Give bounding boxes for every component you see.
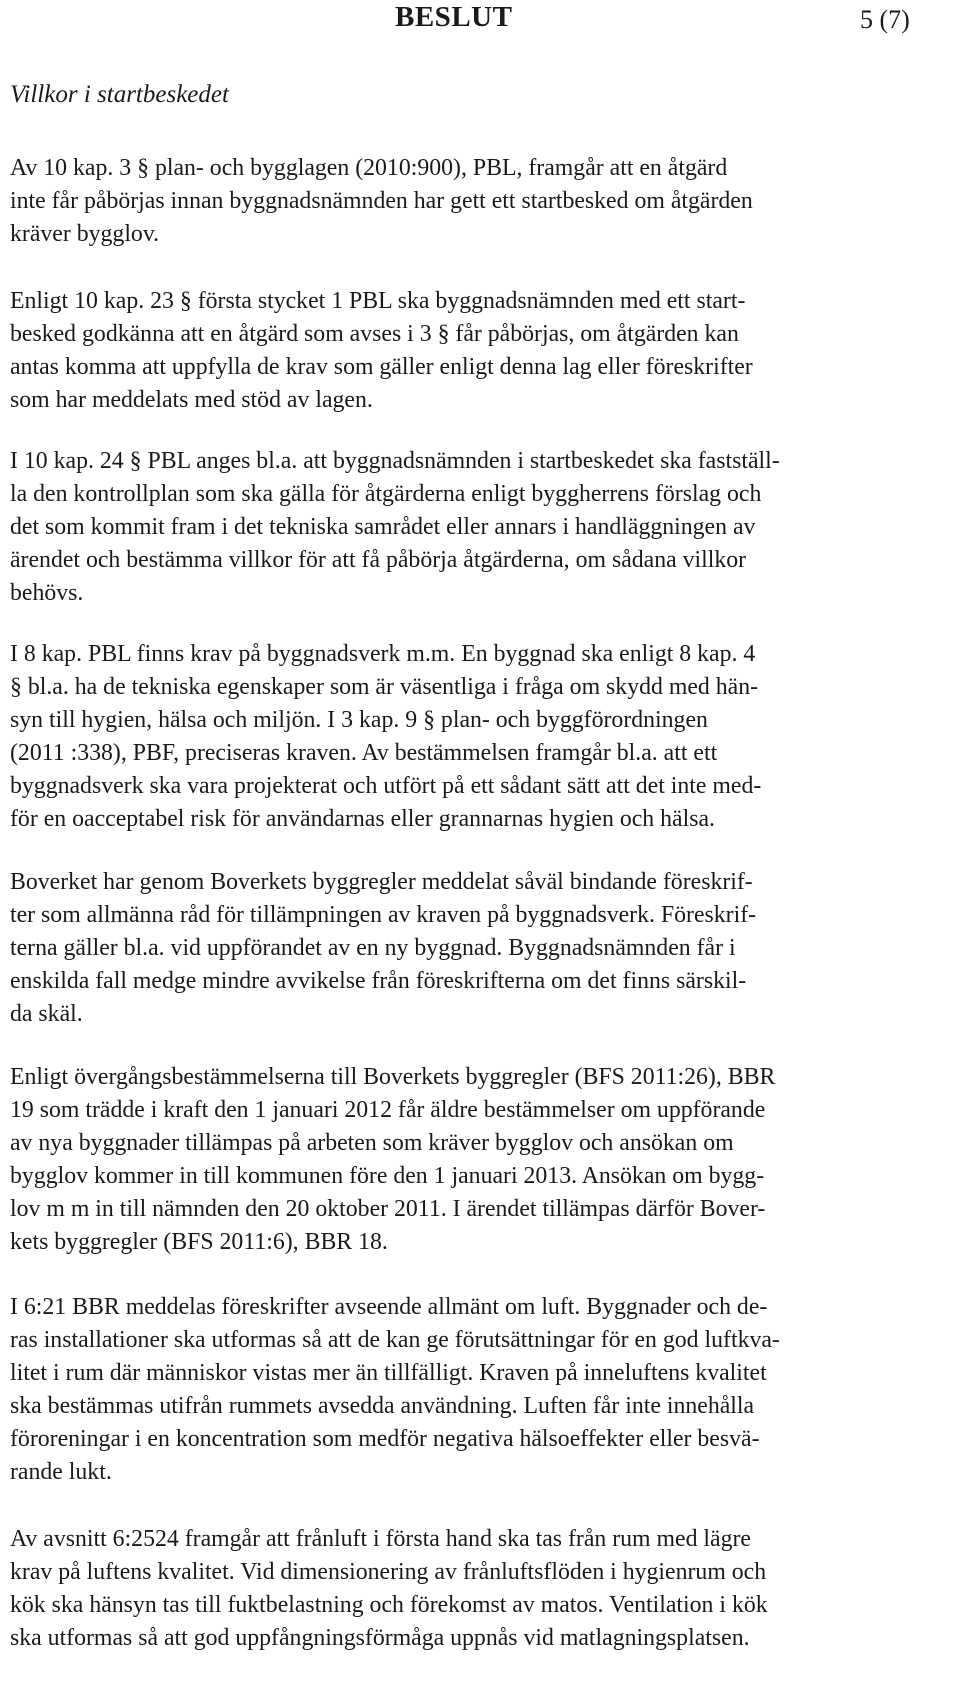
paragraph: Av avsnitt 6:2524 framgår att frånluft i första hand ska tas från rum med lägre krav på luftens kvalitet. Vid dimensionering av frånluftsflöden i hygienrum och kök ska hänsyn tas till fuktbelastning och förekomst av matos. Ventilation i kök ska utformas så att god uppfångningsförmåga uppnås vid matlagningsplatsen. bbox=[10, 1526, 768, 1651]
page-number: 5 (7) bbox=[860, 5, 910, 34]
paragraph: I 10 kap. 24 § PBL anges bl.a. att byggnadsnämnden i startbeskedet ska fastställ- la den kontrollplan som ska gälla för åtgärderna enligt byggherrens förslag och det som kommit fram i det tekniska samrådet eller annars i handläggningen av ärendet och bestämma villkor för att få påbörja åtgärderna, om sådana villkor behövs. bbox=[10, 448, 780, 606]
section-heading: Villkor i startbeskedet bbox=[10, 81, 229, 108]
paragraph: Enligt övergångsbestämmelserna till Boverkets byggregler (BFS 2011:26), BBR 19 som trädde i kraft den 1 januari 2012 får äldre bestämmelser om uppförande av nya byggnader tillämpas på arbeten som kräver bygglov och ansökan om bygglov kommer in till kommunen före den 1 januari 2013. Ansökan om bygg- lov m m in till nämnden den 20 oktober 2011. I ärendet tillämpas därför Bover- kets byggregler (BFS 2011:6), BBR 18. bbox=[10, 1064, 776, 1255]
paragraph: Av 10 kap. 3 § plan- och bygglagen (2010:900), PBL, framgår att en åtgärd inte får påbörjas innan byggnadsnämnden har gett ett startbesked om åtgärden kräver bygglov. bbox=[10, 155, 753, 247]
paragraph: I 8 kap. PBL finns krav på byggnadsverk m.m. En byggnad ska enligt 8 kap. 4 § bl.a. ha de tekniska egenskaper som är väsentliga i fråga om skydd med hän- syn till hygien, hälsa och miljön. I 3 kap. 9 § plan- och byggförordningen (2011 :338), PBF, preciseras kraven. Av bestämmelsen framgår bl.a. att ett byggnadsverk ska vara projekterat och utfört på ett sådant sätt att det inte med- för en oacceptabel risk för användarnas eller grannarnas hygien och hälsa. bbox=[10, 641, 762, 832]
document-title: BESLUT bbox=[395, 1, 513, 33]
paragraph: Enligt 10 kap. 23 § första stycket 1 PBL ska byggnadsnämnden med ett start- besked godkänna att en åtgärd som avses i 3 § får påbörjas, om åtgärden kan antas komma att uppfylla de krav som gäller enligt denna lag eller föreskrifter som har meddelats med stöd av lagen. bbox=[10, 288, 753, 413]
paragraph: I 6:21 BBR meddelas föreskrifter avseende allmänt om luft. Byggnader och de- ras installationer ska utformas så att de kan ge förutsättningar för en god luftkva- litet i rum där människor vistas mer än tillfälligt. Kraven på inneluftens kvalitet ska bestämmas utifrån rummets avsedda användning. Luften får inte innehålla föroreningar i en koncentration som medför negativa hälsoeffekter eller besvä- rande lukt. bbox=[10, 1294, 780, 1485]
page-header bbox=[0, 0, 960, 40]
paragraph: Boverket har genom Boverkets byggregler meddelat såväl bindande föreskrif- ter som allmänna råd för tillämpningen av kraven på byggnadsverk. Föreskrif- terna gäller bl.a. vid uppförandet av en ny byggnad. Byggnadsnämnden får i enskilda fall medge mindre avvikelse från föreskrifterna om det finns särskil- da skäl. bbox=[10, 869, 757, 1027]
document-body bbox=[10, 78, 950, 1655]
